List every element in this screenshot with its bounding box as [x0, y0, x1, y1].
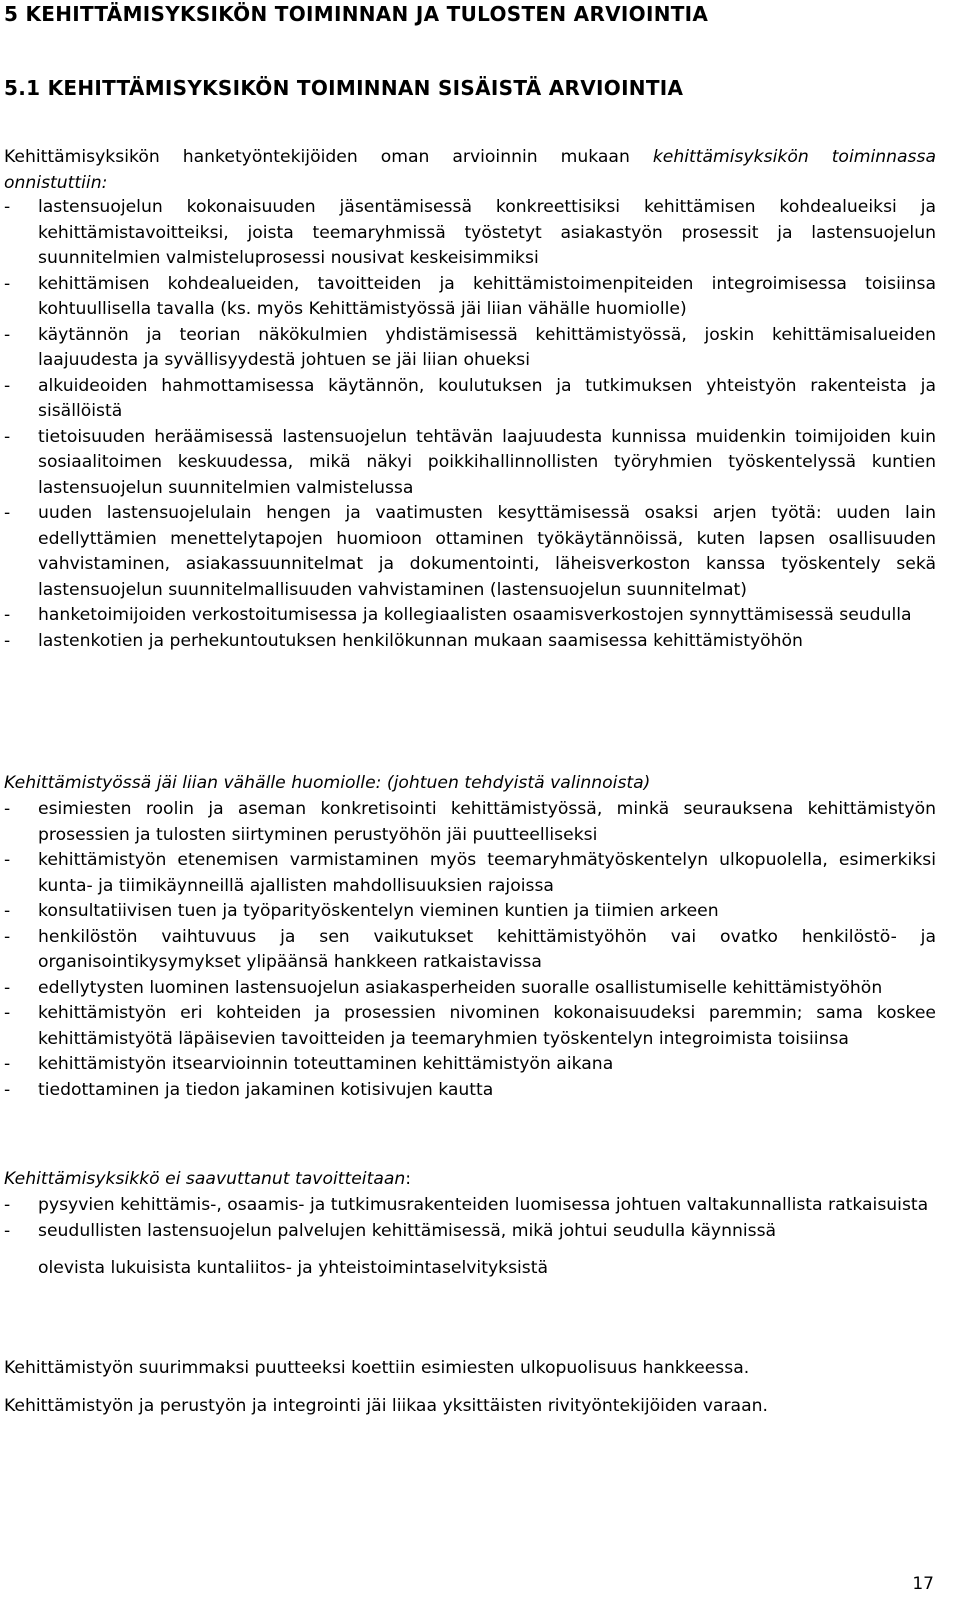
list-item-text: pysyvien kehittämis-, osaamis- ja tutkimusrakenteiden luomisessa johtuen valtakunnallista ratkaisuista: [38, 1195, 929, 1215]
list-item-continuation: olevista lukuisista kuntaliitos- ja yhteistoimintaselvityksistä: [38, 1258, 549, 1278]
intro-italic: kehittämisyksikön toiminnassa onnistuttiin:: [4, 147, 936, 193]
list-item: [4, 1219, 936, 1282]
list-item-text: seudullisten lastensuojelun palvelujen kehittämisessä, mikä johtui seudulla käynnissä: [38, 1220, 777, 1241]
list-item: - lastensuojelun kokonaisuuden jäsentämisessä konkreettisiksi kehittämisen kohdealueiksi ja kehittämistavoitteiksi, joista teemaryhmissä työstetyt asiakastyön prosessit ja lastensuojelun suunnitelmien valmisteluprosessi nousivat keskeisimmiksi: [4, 195, 936, 272]
neglected-list: [4, 797, 936, 1103]
list-item: - henkilöstön vaihtuvuus ja sen vaikutukset kehittämistyöhön vai ovatko henkilöstö- ja organisointikysymykset ylipäänsä hankkeen ratkaistavissa: [4, 925, 936, 976]
intro-paragraph: [4, 145, 936, 196]
closing-paragraph-2: Kehittämistyön ja perustyön ja integrointi jäi liikaa yksittäisten rivityöntekijöiden varaan.: [4, 1396, 768, 1416]
page-number: 17: [912, 1574, 934, 1594]
list-item: - esimiesten roolin ja aseman konkretisointi kehittämistyössä, minkä seurauksena kehittämistyön prosessien ja tulosten siirtyminen perustyöhön jäi puutteelliseksi: [4, 797, 936, 848]
success-list: [4, 195, 936, 654]
list-item: - kehittämistyön etenemisen varmistaminen myös teemaryhmätyöskentelyn ulkopuolella, esimerkiksi kunta- ja tiimikäynneillä ajallisten mahdollisuuksien rajoissa: [4, 848, 936, 899]
list-item: - tiedottaminen ja tiedon jakaminen kotisivujen kautta: [4, 1078, 936, 1104]
list-item: - kehittämistyön itsearvioinnin toteuttaminen kehittämistyön aikana: [4, 1052, 936, 1078]
unmet-list: [4, 1193, 936, 1282]
list-item: - alkuideoiden hahmottamisessa käytännön, koulutuksen ja tutkimuksen yhteistyön rakenteista ja sisällöistä: [4, 374, 936, 425]
list-item: - edellytysten luominen lastensuojelun asiakasperheiden suoralle osallistumiselle kehittämistyöhön: [4, 976, 936, 1002]
list-item: - hanketoimijoiden verkostoitumisessa ja kollegiaalisten osaamisverkostojen synnyttämisessä seudulla: [4, 603, 936, 629]
neglected-title: Kehittämistyössä jäi liian vähälle huomiolle: (johtuen tehdyistä valinnoista): [4, 773, 651, 793]
list-item: - käytännön ja teorian näkökulmien yhdistämisessä kehittämistyössä, joskin kehittämisalueiden laajuudesta ja syvällisyydestä johtuen se jäi liian ohueksi: [4, 323, 936, 374]
list-item: - tietoisuuden heräämisessä lastensuojelun tehtävän laajuudesta kunnissa muidenkin toimijoiden kuin sosiaalitoimen keskuudessa, mikä näkyi poikkihallinnollisten työryhmien työskentelyssä kuntien lastensuojelun suunnitelmien valmistelussa: [4, 425, 936, 502]
list-item: - konsultatiivisen tuen ja työparityöskentelyn vieminen kuntien ja tiimien arkeen: [4, 899, 936, 925]
closing-paragraph-1: Kehittämistyön suurimmaksi puutteeksi koettiin esimiesten ulkopuolisuus hankkeessa.: [4, 1358, 750, 1378]
list-item: - kehittämisen kohdealueiden, tavoitteiden ja kehittämistoimenpiteiden integroimisessa toisiinsa kohtuullisella tavalla (ks. myös Kehittämistyössä jäi liian vähälle huomiolle): [4, 272, 936, 323]
list-item: [4, 1193, 936, 1219]
sub-heading: 5.1 KEHITTÄMISYKSIKÖN TOIMINNAN SISÄISTÄ ARVIOINTIA: [4, 76, 684, 100]
intro-lead: Kehittämisyksikön hanketyöntekijöiden oman arvioinnin mukaan: [4, 147, 653, 167]
main-heading: 5 KEHITTÄMISYKSIKÖN TOIMINNAN JA TULOSTEN ARVIOINTIA: [4, 2, 709, 26]
list-item: - uuden lastensuojelulain hengen ja vaatimusten kesyttämisessä osaksi arjen työtä: uuden lain edellyttämien menettelytapojen huomioon ottaminen työkäytännöissä, kuten lapsen osallisuuden vahvistaminen, asiakassuunnitelmat ja dokumentointi, läheisverkoston kanssa työskentely sekä lastensuojelun suunnitelmallisuuden vahvistaminen (lastensuojelun suunnitelmat): [4, 501, 936, 603]
unmet-title: [4, 1167, 936, 1193]
unmet-title-text: Kehittämisyksikkö ei saavuttanut tavoitteitaan: [4, 1169, 406, 1189]
unmet-title-colon: :: [405, 1169, 412, 1189]
list-item: - kehittämistyön eri kohteiden ja prosessien nivominen kokonaisuudeksi paremmin; sama koskee kehittämistyötä läpäisevien tavoitteiden ja teemaryhmien työskentelyn integroimista toisiinsa: [4, 1001, 936, 1052]
list-item: - lastenkotien ja perhekuntoutuksen henkilökunnan mukaan saamisessa kehittämistyöhön: [4, 629, 936, 655]
